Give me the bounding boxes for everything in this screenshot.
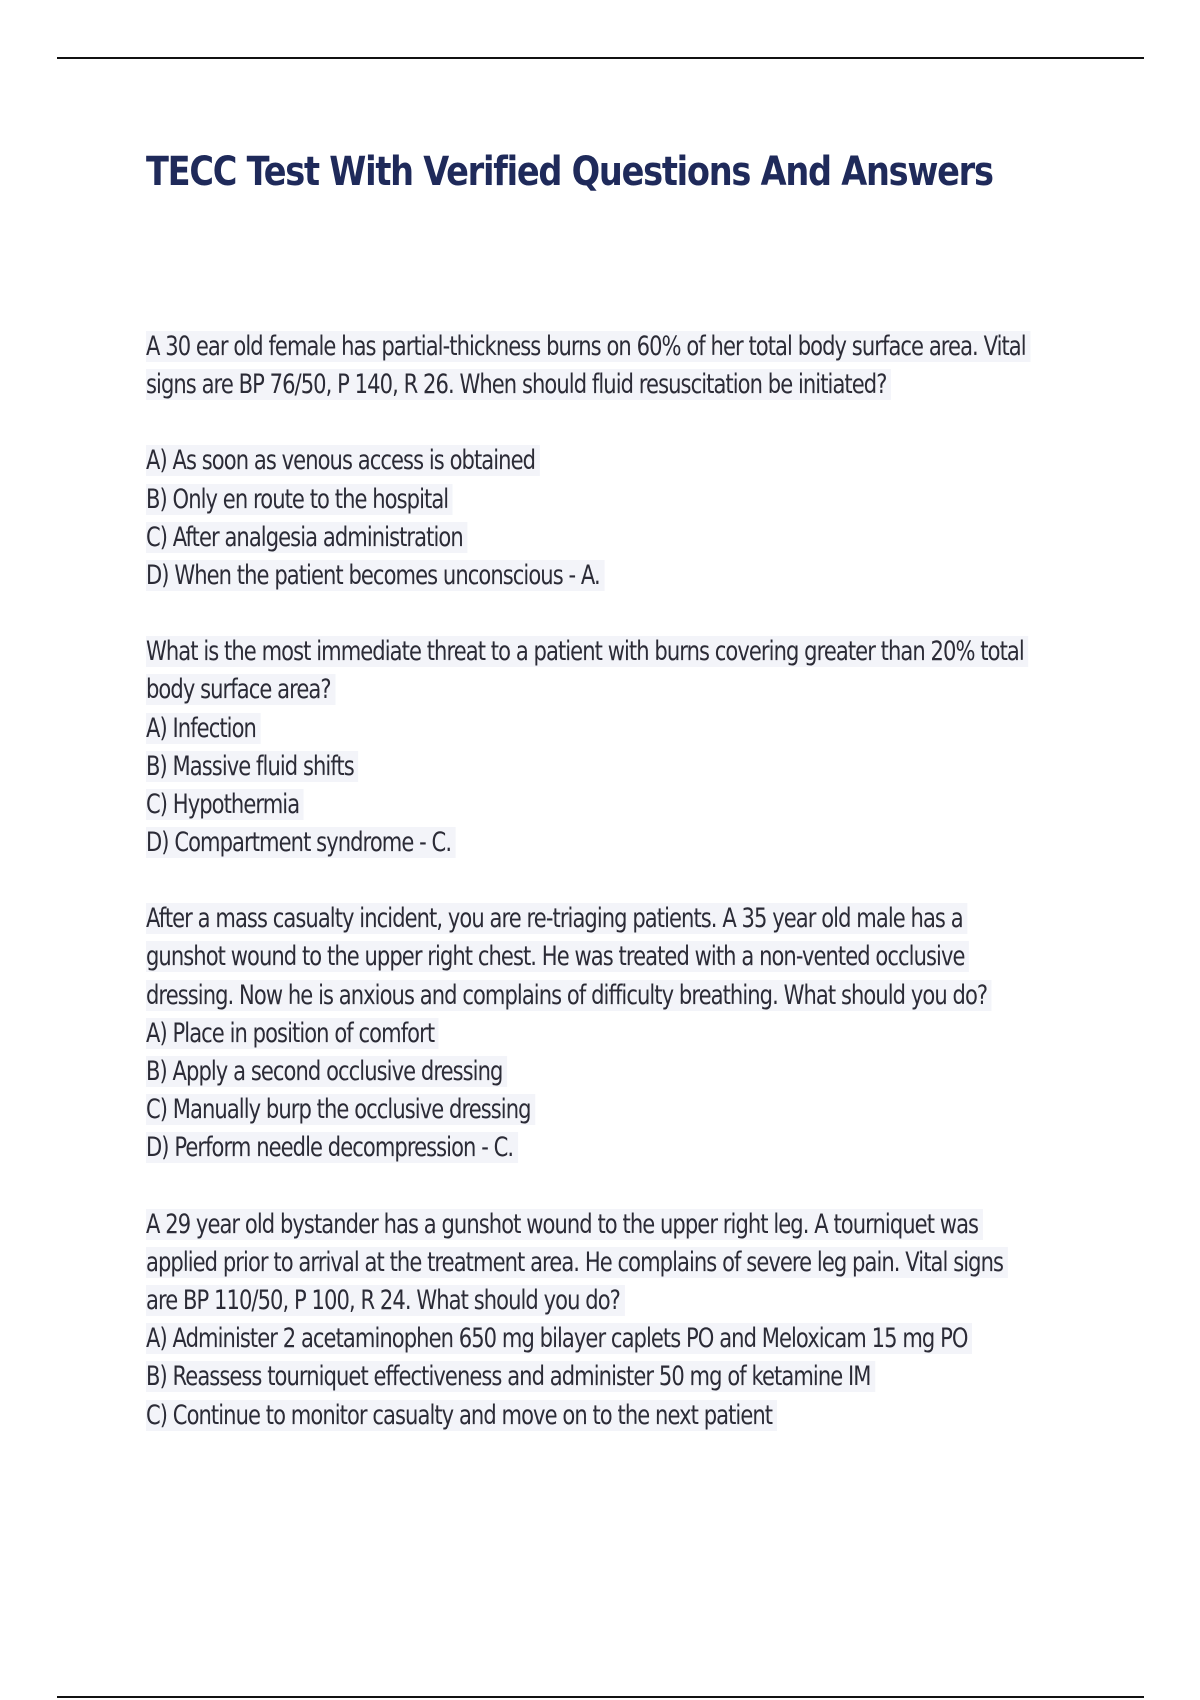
spacer xyxy=(146,404,1146,442)
answer-option: A) Administer 2 acetaminophen 650 mg bilayer caplets PO and Meloxicam 15 mg PO xyxy=(146,1320,926,1358)
answer-option: D) Perform needle decompression - C. xyxy=(146,1129,926,1167)
question-block-4 xyxy=(146,1206,1146,1435)
question-line: A 29 year old bystander has a gunshot wound to the upper right leg. A tourniquet was xyxy=(146,1206,926,1244)
document-body xyxy=(146,328,1146,1473)
question-block-1 xyxy=(146,328,1146,595)
answer-option: B) Massive fluid shifts xyxy=(146,748,926,786)
question-line: gunshot wound to the upper right chest. He was treated with a non-vented occlusive xyxy=(146,938,926,976)
answer-option: B) Apply a second occlusive dressing xyxy=(146,1053,926,1091)
answer-option: D) When the patient becomes unconscious - A. xyxy=(146,557,926,595)
answer-option: C) After analgesia administration xyxy=(146,519,926,557)
answer-option: A) As soon as venous access is obtained xyxy=(146,442,926,480)
answer-option: D) Compartment syndrome - C. xyxy=(146,824,926,862)
answer-option: C) Continue to monitor casualty and move on to the next patient xyxy=(146,1397,926,1435)
question-line: What is the most immediate threat to a patient with burns covering greater than 20% total xyxy=(146,633,926,671)
answer-option: C) Hypothermia xyxy=(146,786,926,824)
answer-option: B) Only en route to the hospital xyxy=(146,481,926,519)
answer-option: A) Infection xyxy=(146,710,926,748)
answer-option: C) Manually burp the occlusive dressing xyxy=(146,1091,926,1129)
question-block-2 xyxy=(146,633,1146,862)
answer-option: B) Reassess tourniquet effectiveness and administer 50 mg of ketamine IM xyxy=(146,1358,926,1396)
question-line: After a mass casualty incident, you are re-triaging patients. A 35 year old male has a xyxy=(146,900,926,938)
document-title: TECC Test With Verified Questions And Answers xyxy=(146,149,993,195)
answer-option: A) Place in position of comfort xyxy=(146,1015,926,1053)
question-line: signs are BP 76/50, P 140, R 26. When should fluid resuscitation be initiated? xyxy=(146,366,926,404)
question-line: applied prior to arrival at the treatment area. He complains of severe leg pain. Vital signs xyxy=(146,1244,926,1282)
bottom-rule xyxy=(57,1696,1144,1698)
question-block-3 xyxy=(146,900,1146,1167)
question-line: A 30 ear old female has partial-thickness burns on 60% of her total body surface area. Vital xyxy=(146,328,926,366)
question-line: body surface area? xyxy=(146,671,926,709)
top-rule xyxy=(57,57,1144,59)
question-line: are BP 110/50, P 100, R 24. What should you do? xyxy=(146,1282,926,1320)
question-line: dressing. Now he is anxious and complains of difficulty breathing. What should you do? xyxy=(146,977,926,1015)
